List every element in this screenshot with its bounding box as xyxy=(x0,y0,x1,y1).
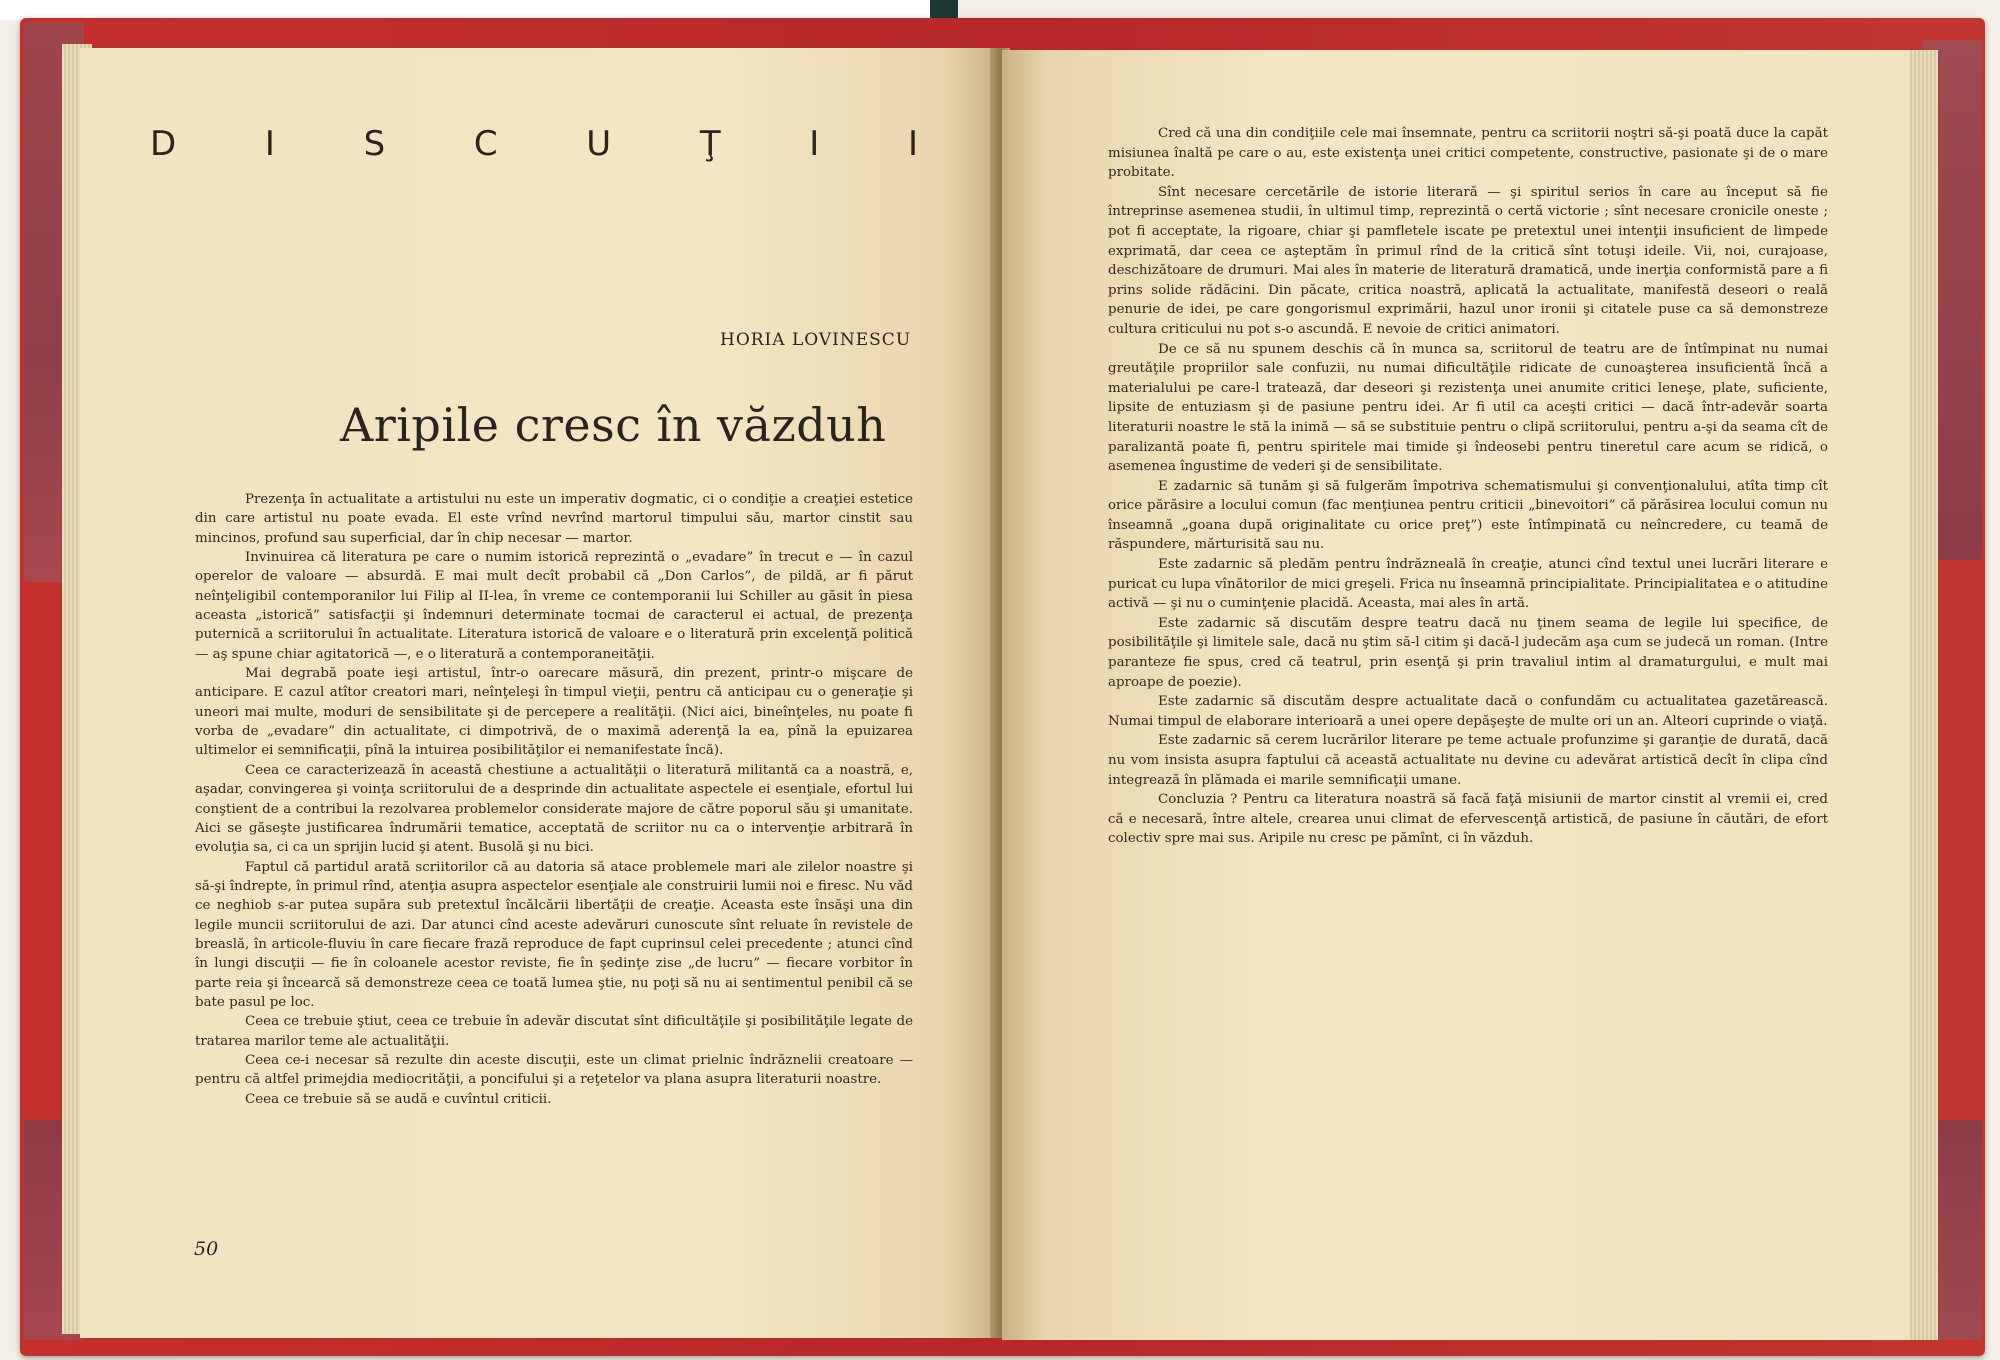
right-page-body xyxy=(1108,124,1828,849)
section-heading-letter: D xyxy=(150,124,179,164)
section-heading-letter: S xyxy=(363,124,388,164)
paragraph: Prezenţa în actualitate a artistului nu este un imperativ dogmatic, ci o condiţie a creaţiei estetice din care artistul nu poate evada. El este vrînd nevrînd martorul timpului său, martor cinstit sau mincinos, profund sau superficial, dar în chip necesar — martor. xyxy=(195,492,913,546)
section-heading-letter: I xyxy=(809,124,822,164)
section-heading-letter: I xyxy=(907,124,920,164)
paragraph: De ce să nu spunem deschis că în munca sa, scriitorul de teatru are de întîmpinat nu numai greutăţile propriilor sale confuzii, nu numai dificultăţile ridicate de cunoaşterea insuficientă încă a materialului pe care-l tratează, dar deseori şi rezistenţa unei anumite critici leneşe, plate, suficiente, lipsite de entuziasm şi de pasiune pentru idei. Ar fi util ca aceşti critici — dacă într-adevăr soarta literaturii noastre le stă la inimă — să se substituie pentru o clipă scriitorului, pentru a-şi da seama cît de paralizantă poate fi, pentru spiritele mai timide şi îndeosebi pentru tineretul care acum se ridică, o asemenea îngustime de vederi şi de sensibilitate. xyxy=(1108,341,1828,475)
section-heading xyxy=(150,124,920,164)
article-title: Aripile cresc în văzduh xyxy=(340,398,887,452)
paragraph: Este zadarnic să discutăm despre actualitate dacă o confundăm cu actualitatea gazetărească. Numai timpul de elaborare interioară a unei opere depăşeşte de multe ori un an. Alteori cuprinde o viaţă. xyxy=(1108,694,1828,729)
paragraph: Ceea ce caracterizează în această chestiune a actualităţii o literatură militantă ca a noastră, e, aşadar, convingerea şi voinţa scriitorului de a desprinde din actualitate aspectele ei esenţiale, efortul lui conştient de a contribui la rezolvarea problemelor considerate majore de către poporul său şi umanitate. Aici se găseşte justificarea îndrumării tematice, acceptată de scriitor nu ca o intervenţie arbitrară în evoluţia sa, ci ca un sprijin lucid şi atent. Busolă şi nu bici. xyxy=(195,762,913,856)
section-heading-letter: I xyxy=(264,124,277,164)
paragraph: Invinuirea că literatura pe care o numim istorică reprezintă o „evadare” în trecut e — în cazul operelor de valoare — absurdă. E mai mult decît probabil că „Don Carlos”, de pildă, ar fi părut neînţeligibil contemporanilor lui Filip al II-lea, în vreme ce contemporanii lui Schiller au găsit în piesa aceasta „istorică” satisfacţii şi îndemnuri determinate tocmai de caracterul ei actual, de prezenţa puternică a scriitorului în actualitate. Literatura istorică de valoare e o literatură prin excelenţă politică — aş spune chiar agitatorică —, e o literatură a contemporaneităţii. xyxy=(195,550,913,662)
paragraph: Este zadarnic să cerem lucrărilor literare pe teme actuale profunzime şi garanţie de durată, dacă nu vom insista asupra faptului că această actualitate nu devine cu adevărat artistică decît în clipa cînd integrează în plămada ei marile semnificaţii umane. xyxy=(1108,733,1828,788)
article-author: HORIA LOVINESCU xyxy=(720,330,912,350)
paragraph: Este zadarnic să pledăm pentru îndrăzneală în creaţie, atunci cînd textul unei lucrări literare e puricat cu lupa vînătorilor de mici greşeli. Frica nu înseamnă principialitate. Principialitatea e o atitudine activă — şi nu o cuminţenie placidă. Aceasta, mai ales în artă. xyxy=(1108,557,1828,612)
paragraph: Mai degrabă poate ieşi artistul, într-o oarecare măsură, din prezent, printr-o mişcare de anticipare. E cazul atîtor creatori mari, neînţeleşi în timpul vieţii, pentru că anticipau cu o generaţie şi uneori mai multe, moduri de sensibilitate şi de percepere a realităţii. (Nici aici, bineînţeles, nu poate fi vorba de „evadare” din actualitate, ci dimpotrivă, de o maximă aderenţă la ea, pînă la epuizarea ultimelor ei semnificaţii, pînă la intuirea posibilităţilor ei nemanifestate încă). xyxy=(195,666,913,759)
paragraph: Ceea ce trebuie să se audă e cuvîntul criticii. xyxy=(245,1091,552,1107)
paragraph: Este zadarnic să discutăm despre teatru dacă nu ţinem seama de legile lui specifice, de posibilităţile şi limitele sale, dacă nu ştim să-l citim şi dacă-l judecăm aşa cum se judecă un roman. (Intre paranteze fie spus, cred că teatrul, prin esenţă şi prin travaliul intim al dramaturgului, e mult mai aproape de poezie). xyxy=(1108,615,1828,690)
paragraph: E zadarnic să tunăm şi să fulgerăm împotriva schematismului şi convenţionalului, atîta timp cît orice părăsire a locului comun (fac menţiunea pentru criticii „binevoitori” că părăsirea locului comun nu înseamnă „goana după originalitate cu orice preţ”) este întîmpinată cu neîncredere, cu teamă de răspundere, mărturisită sau nu. xyxy=(1108,478,1828,553)
section-heading-letter: C xyxy=(473,124,500,164)
page-stack-right xyxy=(1908,50,1938,1340)
section-heading-letter: U xyxy=(586,124,614,164)
left-page-body xyxy=(195,490,913,1109)
paragraph: Sînt necesare cercetările de istorie literară — şi spiritul serios în care au început să fie întreprinse asemenea studii, în ultimul timp, reprezintă o certă victorie ; sînt necesare cronicile oneste ; pot fi acceptate, la rigoare, chiar şi pamfletele iscate pe pretextul unei intenţii insuficient de limpede exprimată, dar ceea ce aşteptăm în primul rînd de la critică sînt totuşi ideile. Vii, noi, curajoase, deschizătoare de drumuri. Mai ales în materie de literatură dramatică, unde inerţia conformistă pare a fi prins solide rădăcini. Din păcate, critica noastră, aplicată la actualitate, manifestă deseori o reală penurie de idei, pe care gongorismul exprimării, hazul unor ironii şi citatele puse ca să demonstreze cultura criticului nu pot s-o ascundă. E nevoie de critici animatori. xyxy=(1108,184,1828,337)
paragraph: Ceea ce trebuie ştiut, ceea ce trebuie în adevăr discutat sînt dificultăţile şi posibilităţile legate de tratarea marilor teme ale actualităţii. xyxy=(195,1014,913,1049)
paragraph: Concluzia ? Pentru ca literatura noastră să facă faţă misiunii de martor cinstit al vremii ei, cred că e necesară, între altele, crearea unui climat de efervescenţă artistică, de pasiune în căutări, de efort colectiv spre mai sus. Aripile nu cresc pe pămînt, ci în văzduh. xyxy=(1108,792,1828,847)
paragraph: Faptul că partidul arată scriitorilor că au datoria să atace problemele mari ale zilelor noastre şi să-şi îndrepte, în primul rînd, atenţia asupra aspectelor esenţiale ale construirii lumii noi e firesc. Nu văd ce neghiob s-ar putea supăra sub pretextul încălcării libertăţii de creaţie. Aceasta este însăşi una din legile muncii scriitorului de azi. Dar atunci cînd aceste adevăruri cunoscute sînt reluate în revistele de breaslă, în articole-fluviu în care fiecare frază reproduce de fapt cuprinsul celei precedente ; atunci cînd în lungi discuţii — fie în coloanele acestor reviste, fie în şedinţe zise „de lucru” — fiecare vorbitor în parte reia şi încearcă să demonstreze ceea ce toată lumea ştie, nu poţi să nu ai sentimentul penibil că se bate pasul pe loc. xyxy=(195,859,913,1010)
page-number: 50 xyxy=(194,1238,219,1260)
paragraph: Ceea ce-i necesar să rezulte din aceste discuţii, este un climat prielnic îndrăznelii creatoare — pentru că altfel primejdia mediocrităţii, a poncifului şi a reţetelor va plana asupra literaturii noastre. xyxy=(195,1052,913,1088)
scan-background-top xyxy=(0,0,930,20)
section-heading-letter: Ţ xyxy=(699,124,723,164)
paragraph: Cred că una din condiţiile cele mai însemnate, pentru ca scriitorii noştri să-şi poată duce la capăt misiunea înaltă pe care o au, este existenţa unei critici competente, constructive, pasionate şi de o mare probitate. xyxy=(1108,126,1828,181)
